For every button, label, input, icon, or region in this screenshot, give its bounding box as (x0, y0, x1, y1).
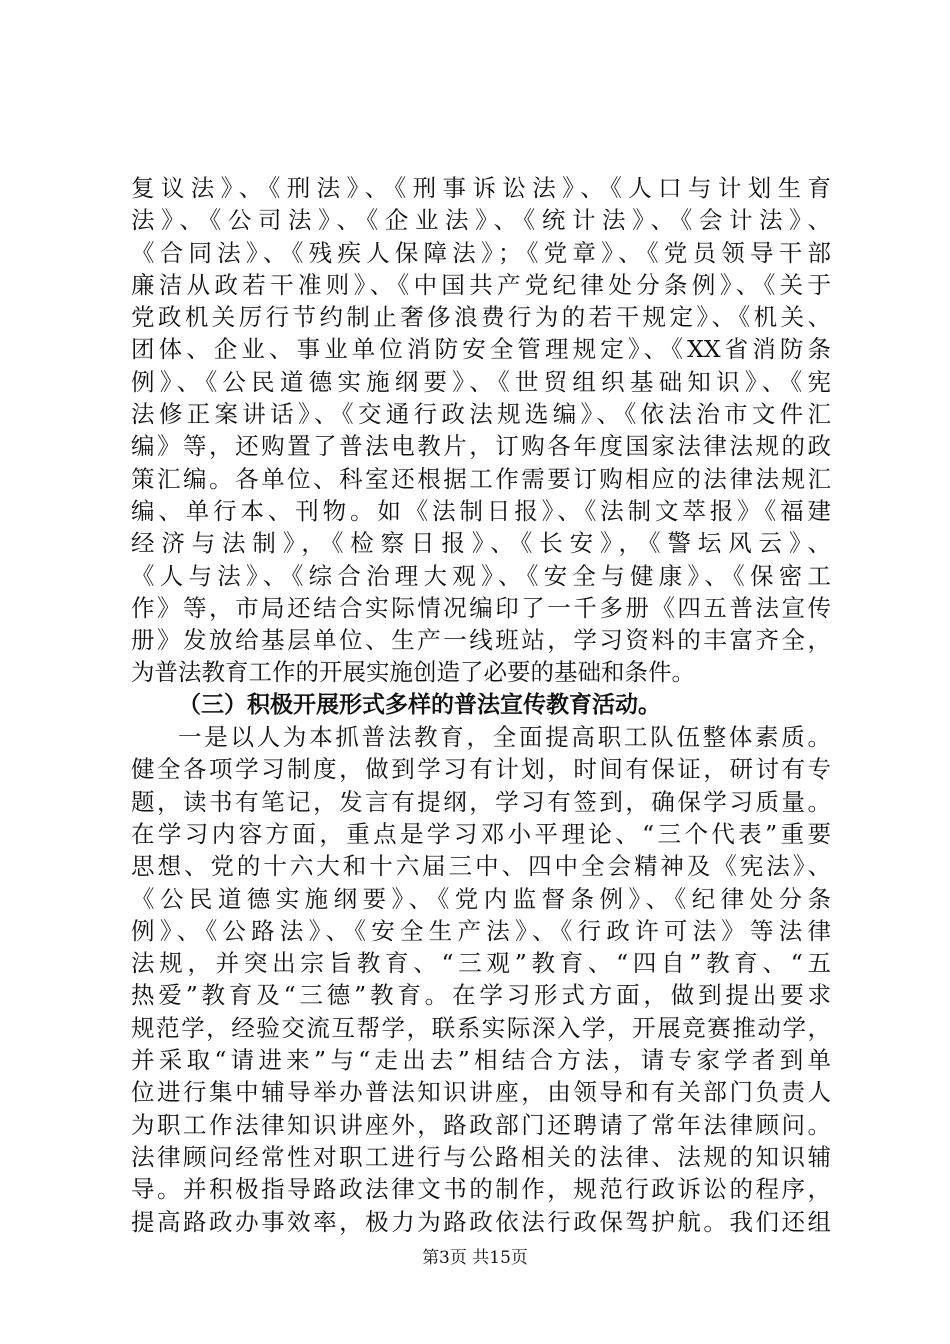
text-line: 热爱”教育及“三德”教育。在学习形式方面，做到提出要求 (131, 981, 831, 1010)
text-line: 例》、《公民道德实施纲要》、《世贸组织基础知识》、《宪 (131, 367, 831, 396)
text-line: 法规，并突出宗旨教育、“三观”教育、“四自”教育、“五 (131, 949, 831, 978)
text-line: 编、单行本、刊物。如《法制日报》、《法制文萃报》《福建 (131, 496, 831, 525)
text-line: 策汇编。各单位、科室还根据工作需要订购相应的法律法规汇 (131, 464, 831, 493)
page-footer: 第3页 共15页 (422, 1248, 528, 1268)
text-line: 题，读书有笔记，发言有提纲，学习有签到，确保学习质量。 (131, 787, 831, 816)
text-line: 思想、党的十六大和十六届三中、四中全会精神及《宪法》、 (131, 852, 831, 881)
text-line: 在学习内容方面，重点是学习邓小平理论、“三个代表”重要 (131, 819, 831, 848)
text-line: 健全各项学习制度，做到学习有计划，时间有保证，研讨有专 (131, 755, 831, 784)
body-text (131, 172, 831, 1238)
text-line: 编》等，还购置了普法电教片，订购各年度国家法律法规的政 (131, 432, 831, 461)
text-line: 团体、企业、事业单位消防安全管理规定》、《XX省消防条 (131, 335, 831, 364)
text-line: 规范学，经验交流互帮学，联系实际深入学，开展竞赛推动学， (131, 1013, 831, 1042)
text-line: 法》、《公司法》、《企业法》、《统计法》、《会计法》、 (131, 206, 831, 235)
text-line: 位进行集中辅导举办普法知识讲座，由领导和有关部门负责人 (131, 1078, 831, 1107)
text-line: 廉洁从政若干准则》、《中国共产党纪律处分条例》、《关于 (131, 270, 831, 299)
text-line: 为普法教育工作的开展实施创造了必要的基础和条件。 (131, 658, 695, 687)
text-line: 党政机关厉行节约制止奢侈浪费行为的若干规定》、《机关、 (131, 303, 831, 332)
text-line: 《合同法》、《残疾人保障法》；《党章》、《党员领导干部 (131, 238, 831, 267)
text-line: 一是以人为本抓普法教育，全面提高职工队伍整体素质。 (178, 723, 831, 752)
text-line: 《公民道德实施纲要》、《党内监督条例》、《纪律处分条 (131, 884, 831, 913)
text-line: 例》、《公路法》、《安全生产法》、《行政许可法》等法律 (131, 916, 831, 945)
text-line: 作》等，市局还结合实际情况编印了一千多册《四五普法宣传 (131, 593, 831, 622)
text-line: 《人与法》、《综合治理大观》、《安全与健康》、《保密工 (131, 561, 831, 590)
text-line: 册》发放给基层单位、生产一线班站，学习资料的丰富齐全， (131, 626, 831, 655)
text-line: 为职工作法律知识讲座外，路政部门还聘请了常年法律顾问。 (131, 1110, 831, 1139)
text-line: 复议法》、《刑法》、《刑事诉讼法》、《人口与计划生育 (131, 174, 831, 202)
text-line: 法律顾问经常性对职工进行与公路相关的法律、法规的知识辅 (131, 1142, 831, 1171)
section-heading: （三）积极开展形式多样的普法宣传教育活动。 (178, 691, 661, 718)
text-line: 经济与法制》，《检察日报》、《长安》，《警坛风云》、 (131, 529, 831, 558)
text-line: 导。并积极指导路政法律文书的制作，规范行政诉讼的程序， (131, 1175, 831, 1204)
text-line: 并采取“请进来”与“走出去”相结合方法，请专家学者到单 (131, 1046, 831, 1075)
text-line: 法修正案讲话》、《交通行政法规选编》、《依法治市文件汇 (131, 400, 831, 429)
text-line: 提高路政办事效率，极力为路政依法行政保驾护航。我们还组 (131, 1207, 831, 1236)
